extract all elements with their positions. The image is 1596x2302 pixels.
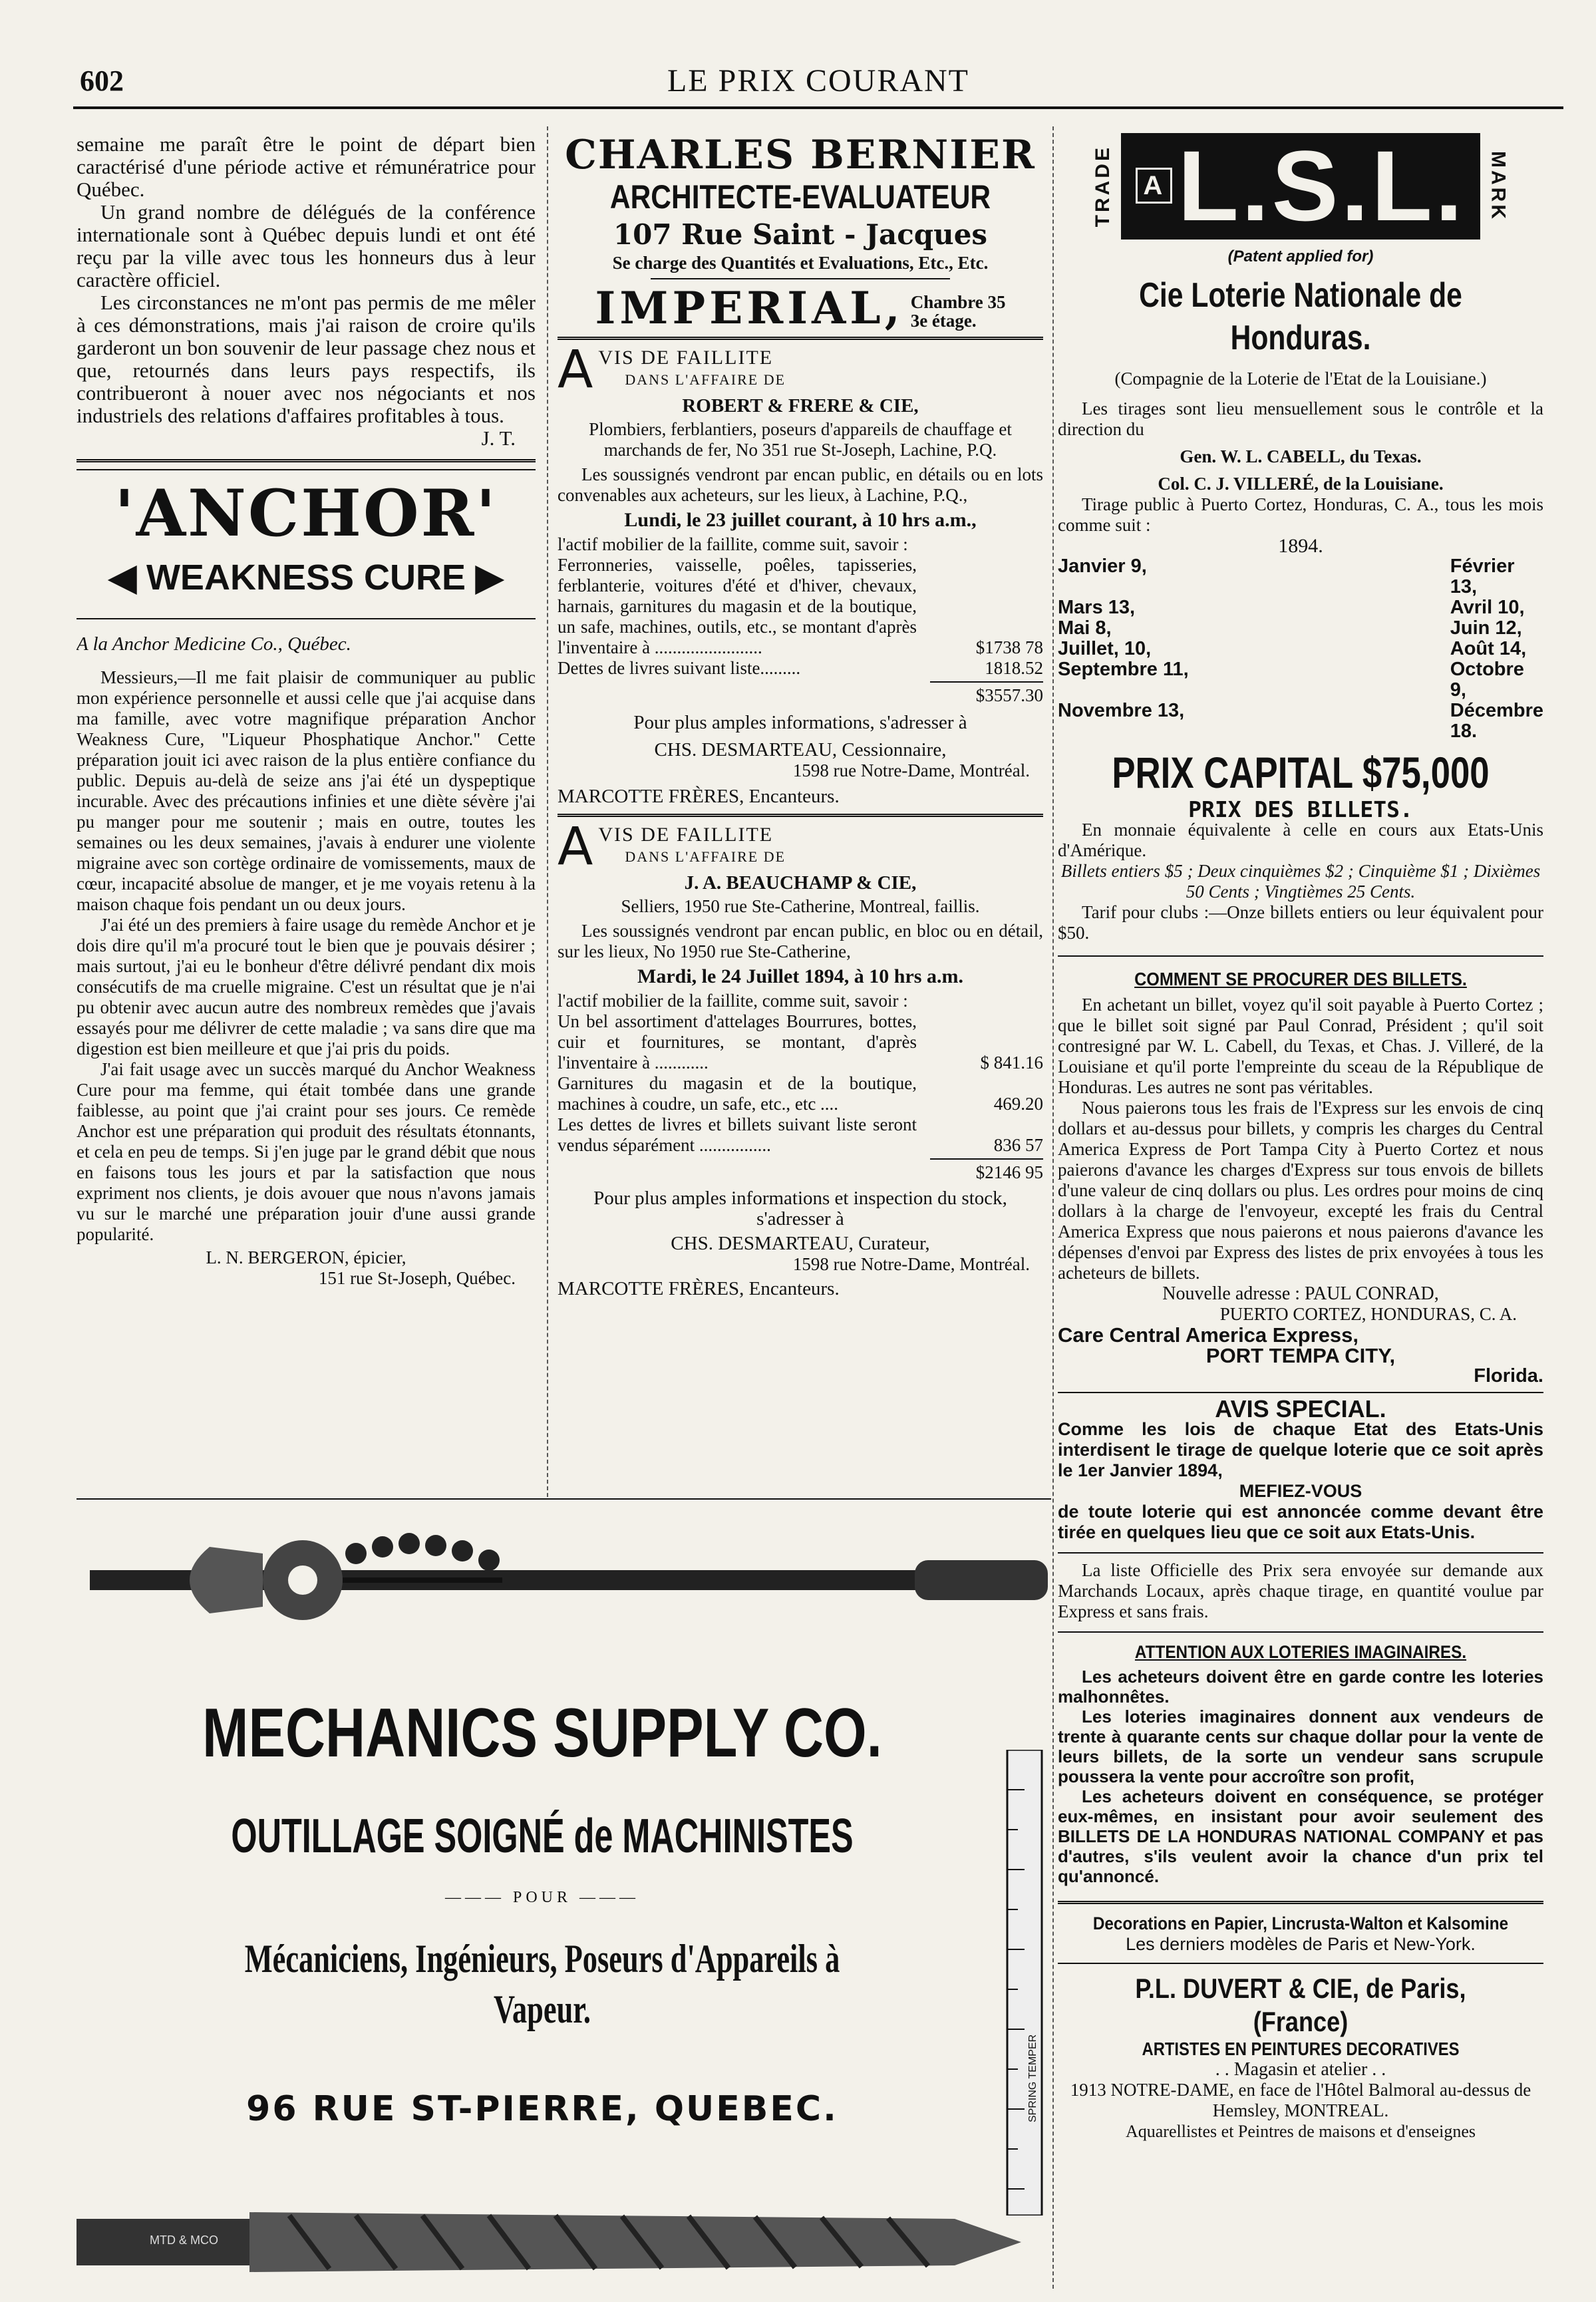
article-paragraph: Les circonstances ne m'ont pas permis de me mêler à ces démonstrations, mais j'ai raison de croire qu'ils garderont un bon souvenir de leur passage chez nous et que, retournés dans leurs pays respectifs, ils contribueront à nouer avec nos négociants et nos industriels des relations d'affaires profitables à tous.	[77, 291, 536, 427]
bernier-advertisement	[558, 133, 1043, 334]
port-city: PORT TEMPA CITY,	[1205, 1344, 1396, 1367]
faillite-1-total: $3557.30	[975, 685, 1043, 705]
anchor-title: 'ANCHOR'	[114, 476, 498, 551]
section-rule	[1058, 1901, 1543, 1904]
billets-text: En monnaie équivalente à celle en cours aux Etats-Unis d'Amérique.	[1058, 820, 1543, 860]
anchor-signature-address: 151 rue St-Joseph, Québec.	[318, 1268, 516, 1288]
bernier-room: Chambre 35	[910, 292, 1006, 312]
drill-label: MTD & MCO	[150, 2233, 218, 2247]
lottery-control: Les tirages sont lieu mensuellement sous le contrôle et la direction du	[1058, 399, 1543, 439]
logo-mark-label: MARK	[1487, 151, 1510, 222]
item-amount: 836 57	[993, 1135, 1043, 1155]
faillite-1-firm: ROBERT & FRERE & CIE,	[682, 395, 919, 416]
attention-paragraph: Les acheteurs doivent en conséquence, se protéger eux-mêmes, en insistant pour avoir seulement des BILLETS DE LA HONDURAS NATIONAL COMPANY et pas d'autres, s'ils veulent avoir la chance d'un prix tel qu'annoncé.	[1058, 1786, 1543, 1886]
faillite-1-line-item	[558, 555, 1043, 658]
faillite-2-info: Pour plus amples informations et inspection du stock, s'adresser à	[593, 1188, 1007, 1230]
new-address: Nouvelle adresse : PAUL CONRAD,	[1162, 1283, 1439, 1304]
faillite-1-heading-rest: VIS DE FAILLITE	[598, 347, 774, 369]
anchor-subtitle-row	[77, 557, 536, 598]
article-paragraph: Un grand nombre de délégués de la conférence internationale sont à Québec depuis lundi et ont été reçu par la ville avec tous les honneurs dus à leur caractère officiel.	[77, 200, 536, 291]
draw-date: Septembre 11,	[1058, 659, 1189, 680]
anchor-paragraph: J'ai été un des premiers à faire usage du remède Anchor et je dois dire qu'il m'a procuré tout le bien que je pouvais désirer ; mais surtout, j'ai eu le bonheur d'être délivré pendant dix mois consécutifs de ma cruelle migraine. C'est un résultat que je n'ai pu obtenir avec aucun autre des nombreux remèdes que j'avais essayés pour me délivrer de cette maladie ; va sans dire que ma digestion est bien meilleure et que j'ai pris du poids.	[77, 915, 536, 1059]
patent-note: (Patent applied for)	[1227, 247, 1374, 265]
publication-title: LE PRIX COURANT	[667, 63, 969, 98]
duvert-aquarellistes: Aquarellistes et Peintres de maisons et d'enseignes	[1125, 2122, 1476, 2141]
spring-temper-ruler	[1005, 1750, 1044, 2216]
anchor-rule	[77, 618, 536, 619]
faillite-1-contact: CHS. DESMARTEAU, Cessionnaire,	[654, 739, 947, 760]
item-amount: $1738 78	[975, 637, 1043, 657]
page-header	[73, 59, 1563, 105]
avis-special-text-2: de toute loterie qui est annoncée comme devant être tirée en quelques lieu que ce soit aux Etats-Unis.	[1058, 1502, 1543, 1542]
lottery-title: Cie Loterie Nationale de Honduras.	[1139, 276, 1462, 357]
faillite-2-line-item	[558, 1011, 1043, 1073]
draw-date: Décembre 18.	[1450, 700, 1543, 742]
draw-date: Juin 12,	[1450, 617, 1522, 639]
article-paragraph: semaine me paraît être le point de départ bien caractérisé d'une période active et rémunératrice pour Québec.	[77, 133, 536, 201]
faillite-1-auctioneers: MARCOTTE FRÈRES, Encanteurs.	[558, 786, 840, 807]
attention-paragraph: Les acheteurs doivent être en garde contre les loteries malhonnêtes.	[1058, 1667, 1543, 1707]
ruler-icon	[1005, 1750, 1044, 2216]
mechanics-address: 96 RUE ST-PIERRE, QUEBEC.	[246, 2089, 838, 2129]
faillite-1-heading-line2: DANS L'AFFAIRE DE	[625, 371, 786, 388]
avis-special-text: Comme les lois de chaque Etat des Etats-Unis interdisent le tirage de quelque loterie que ce soit après le 1er Janvier 1894,	[1058, 1419, 1543, 1480]
faillite-1-contact-address: 1598 rue Notre-Dame, Montréal.	[792, 760, 1030, 780]
article-signature: J. T.	[481, 426, 516, 450]
liste-officielle: La liste Officielle des Prix sera envoyée sur demande aux Marchands Locaux, après chaque tirage, en quantité voulue par Express et sans frais.	[1058, 1560, 1543, 1621]
billets-prices: Billets entiers $5 ; Deux cinquièmes $2 ; Cinquième $1 ; Dixièmes 50 Cents ; Vingtièmes 25 Cents.	[1060, 861, 1541, 902]
procurer-paragraph: En achetant un billet, voyez qu'il soit payable à Puerto Cortez ; que le billet soit signé par Paul Conrad, Président ; qu'il soit contresigné par W. L. Cabell, du Texas, et Chas. J. Villeré, de la Louisiane et qu'il porte l'empreinte du sceau de la République de Honduras. Les autres ne sont pas véritables.	[1058, 995, 1543, 1097]
column-divider-2	[1052, 126, 1054, 2289]
duvert-artistes: ARTISTES EN PEINTURES DECORATIVES	[1142, 2039, 1460, 2059]
procurer-title: COMMENT SE PROCURER DES BILLETS.	[1134, 969, 1467, 989]
item-amount: 469.20	[993, 1094, 1043, 1114]
bernier-building-row	[558, 282, 1043, 334]
faillite-1-initial: A	[558, 340, 593, 400]
lottery-col: Col. C. J. VILLERÉ, de la Louisiane.	[1158, 474, 1444, 494]
anchor-advertisement	[77, 477, 536, 1289]
faillite-1-notice: Les soussignés vendront par encan public, en détails ou en lots convenables aux acheteurs, sur les lieux, à Lachine, P.Q.,	[558, 464, 1043, 505]
faillite-1-heading	[558, 340, 1043, 400]
faillite-1-description: Plombiers, ferblantiers, poseurs d'appareils de chauffage et marchands de fer, No 351 rue St-Joseph, Lachine, P.Q.	[589, 419, 1012, 460]
bernier-profession: ARCHITECTE-EVALUATEUR	[609, 178, 991, 216]
article-continuation	[77, 133, 536, 450]
bernier-building: IMPERIAL,	[595, 282, 904, 334]
faillite-2-description: Selliers, 1950 rue Ste-Catherine, Montreal, faillis.	[621, 896, 980, 916]
bernier-street: 107 Rue Saint - Jacques	[613, 218, 988, 251]
logo-main: L.S.L.	[1178, 133, 1466, 242]
faillite-2-heading-line2: DANS L'AFFAIRE DE	[625, 848, 786, 865]
faillite-2-firm: J. A. BEAUCHAMP & CIE,	[684, 872, 917, 894]
faillite-2-intro: l'actif mobilier de la faillite, comme suit, savoir :	[558, 991, 908, 1011]
faillite-2-heading-rest: VIS DE FAILLITE	[598, 824, 774, 846]
section-rule	[1058, 1963, 1543, 1964]
item-amount: $ 841.16	[980, 1053, 1043, 1072]
duvert-address: 1913 NOTRE-DAME, en face de l'Hôtel Balmoral au-dessus de Hemsley, MONTREAL.	[1070, 2080, 1531, 2120]
item-label: Dettes de livres suivant liste.........	[558, 658, 801, 678]
lottery-gen: Gen. W. L. CABELL, du Texas.	[1180, 446, 1422, 466]
section-rule	[1058, 1631, 1543, 1633]
capital-prize: PRIX CAPITAL $75,000	[1112, 748, 1490, 797]
address-city: PUERTO CORTEZ, HONDURAS, C. A.	[1219, 1304, 1517, 1324]
column-divider-1	[547, 126, 548, 1497]
faillite-2-contact: CHS. DESMARTEAU, Curateur,	[671, 1233, 930, 1254]
bernier-services: Se charge des Quantités et Evaluations, Etc., Etc.	[612, 253, 989, 273]
mechanics-supply-advertisement	[77, 1507, 1051, 2292]
item-amount: 1818.52	[985, 658, 1043, 678]
decorations-line: Decorations en Papier, Lincrusta-Walton et Kalsomine	[1092, 1913, 1509, 1933]
column-3	[1058, 133, 1543, 2295]
bernier-name: CHARLES BERNIER	[565, 133, 1036, 178]
billets-title: PRIX DES BILLETS.	[1188, 796, 1413, 822]
faillite-2-auctioneers: MARCOTTE FRÈRES, Encanteurs.	[558, 1278, 840, 1299]
section-rule	[77, 459, 536, 462]
faillite-2-line-item	[558, 1073, 1043, 1114]
anchor-subtitle: WEAKNESS CURE	[146, 558, 466, 597]
lottery-subtitle: (Compagnie de la Loterie de l'Etat de la Louisiane.)	[1114, 369, 1487, 389]
draw-date: Octobre 9,	[1450, 659, 1524, 701]
column-1	[77, 133, 536, 1497]
section-rule	[1058, 1392, 1543, 1393]
faillite-2-contact-address: 1598 rue Notre-Dame, Montréal.	[792, 1254, 1030, 1274]
logo-small-letter: A	[1136, 168, 1172, 204]
mechanics-pour-row: ——— POUR ———	[444, 1889, 640, 1906]
item-label: Un bel assortiment d'attelages Bourrures, bottes, cuir et fournitures, se montant, d'après l'inventaire à ............	[558, 1011, 917, 1072]
faillite-1-info: Pour plus amples informations, s'adresser à	[633, 712, 967, 733]
new-address-line	[1058, 1283, 1543, 1304]
faillite-notice-1	[558, 340, 1043, 807]
decorations-models: Les derniers modèles de Paris et New-York.	[1126, 1934, 1476, 1954]
anchor-paragraph: Messieurs,—Il me fait plaisir de communiquer au public mon expérience personnelle et aussi celle que j'ai acquise dans ma famille, avec votre magnifique préparation Anchor Weakness Cure, "Liqueur Phosphatique Anchor." Cette préparation jouit ici avec raison de la plus entière confiance du public. Depuis au-delà de seize ans j'ai été un dyspeptique incurable. Avec des précautions infinies et une diète sévère j'ai pu manger pour me soutenir ; mais en outre, toutes les semaines ou les deux semaines, j'avais à endurer une violente migraine avec son cortège ordinaire de vomissements, maux de cœur, incapacité absolue de manger, et je me voyais retenu à la maison chaque fois pendant un ou deux jours.	[77, 667, 536, 914]
item-label: Les dettes de livres et billets suivant liste seront vendus séparément ................	[558, 1114, 917, 1155]
chain-wrench-icon	[90, 1507, 1048, 1653]
lottery-tirage: Tirage public à Puerto Cortez, Honduras, C. A., tous les mois comme suit :	[1058, 494, 1543, 535]
procurer-paragraph: Nous paierons tous les frais de l'Express sur les envois de cinq dollars et au-dessus pour billets, y compris les charges du Central America Express de Port Tampa City à Puerto Cortez et nous paierons d'avance les charges d'Express sur tous envois de billets d'une valeur de cinq dollars ou plus. Les ordres pour moins de cinq dollars à la charge de l'envoyeur, excepté les frais du Central America Express que nous paierons et nous paierons d'avance les dépenses d'envoi par Express des listes de prix envoyées à tous les acheteurs de billets.	[1058, 1098, 1543, 1283]
section-rule	[77, 1498, 1051, 1500]
clubs-rate: Tarif pour clubs :—Onze billets entiers ou leur équivalent pour $50.	[1058, 902, 1543, 943]
logo-trade-label: TRADE	[1092, 145, 1114, 228]
total-rule	[930, 1158, 1043, 1160]
item-label: Garnitures du magasin et de la boutique, machines à coudre, un safe, etc., etc ....	[558, 1073, 917, 1114]
arrow-left-icon: ◀	[108, 558, 146, 597]
mechanics-line1: OUTILLAGE SOIGNÉ de MACHINISTES	[231, 1810, 854, 1863]
section-rule	[1058, 955, 1543, 957]
column-2	[558, 133, 1043, 1497]
faillite-2-notice: Les soussignés vendront par encan public, en bloc ou en détail, sur les lieux, No 1950 rue Ste-Catherine,	[558, 921, 1043, 961]
avis-special-title: AVIS SPECIAL.	[1215, 1395, 1386, 1422]
draw-date: Janvier 9,	[1058, 556, 1147, 577]
item-label: Ferronneries, vaisselle, poêles, tapisseries, ferblanterie, voitures d'été et d'hiver, chevaux, harnais, garnitures du magasin et de la boutique, un safe, machines, outils, etc., se montant d'après l'inventaire à ........................	[558, 555, 917, 657]
draw-date: Avril 10,	[1450, 597, 1525, 618]
care-of: Care Central America Express,	[1058, 1323, 1359, 1347]
draw-date: Février 13,	[1450, 556, 1515, 597]
attention-title: ATTENTION AUX LOTERIES IMAGINAIRES.	[1134, 1642, 1467, 1662]
attention-paragraph: Les loteries imaginaires donnent aux vendeurs de trente à quarante cents sur chaque dollar pour la vente de leurs billets, de la sorte un vendeur sans scrupule poussera la vente pour accroître son profit,	[1058, 1707, 1543, 1786]
duvert-magasin: . . Magasin et atelier . .	[1215, 2059, 1386, 2080]
faillite-2-date: Mardi, le 24 Juillet 1894, à 10 hrs a.m.	[637, 965, 963, 987]
section-rule	[1058, 1552, 1543, 1554]
bernier-room-block	[911, 293, 1006, 330]
mechanics-text-block	[77, 1693, 1008, 2130]
ruler-label: SPRING TEMPER	[1027, 2034, 1038, 2122]
drill-bit-icon	[77, 2199, 1021, 2285]
arrow-right-icon: ▶	[466, 558, 504, 597]
section-rule	[558, 337, 1043, 340]
faillite-1-intro: l'actif mobilier de la faillite, comme suit, savoir :	[558, 534, 908, 554]
florida: Florida.	[1474, 1365, 1543, 1387]
header-rule	[73, 106, 1563, 109]
page-number: 602	[80, 65, 124, 97]
draw-date: Juillet, 10,	[1058, 638, 1152, 659]
faillite-1-date: Lundi, le 23 juillet courant, à 10 hrs a.m.,	[624, 509, 977, 531]
mechanics-line2: Mécaniciens, Ingénieurs, Poseurs d'Appareils à Vapeur.	[244, 1937, 840, 2031]
section-rule	[558, 814, 1043, 817]
short-rule	[651, 278, 950, 279]
anchor-signature: L. N. BERGERON, épicier,	[206, 1247, 406, 1267]
draw-date: Mars 13,	[1058, 597, 1136, 618]
draw-dates	[1058, 556, 1543, 742]
lottery-year: 1894.	[1278, 535, 1323, 557]
draw-date: Août 14,	[1450, 638, 1527, 659]
faillite-2-total: $2146 95	[975, 1162, 1043, 1182]
mechanics-name: MECHANICS SUPPLY CO.	[202, 1695, 882, 1772]
bernier-floor: 3e étage.	[910, 311, 977, 331]
total-rule	[930, 681, 1043, 683]
draw-date: Mai 8,	[1058, 617, 1112, 639]
duvert-name: P.L. DUVERT & CIE, de Paris, (France)	[1135, 1973, 1466, 2037]
lsl-trademark-logo	[1058, 133, 1543, 240]
faillite-1-line-item	[558, 658, 1043, 679]
draw-date: Novembre 13,	[1058, 700, 1185, 721]
faillite-notice-2	[558, 817, 1043, 1299]
faillite-2-initial: A	[558, 817, 593, 877]
section-rule	[77, 469, 536, 470]
faillite-1-heading-text	[598, 347, 786, 391]
anchor-paragraph: J'ai fait usage avec un succès marqué du Anchor Weakness Cure pour ma femme, qui était tombée dans une grande faiblesse, au point que j'ai craint pour ses jours. Ce remède Anchor est une préparation qui produit des résultats étonnants, et cela en peu de temps. Si j'en juge par le grand débit que nous en faisons tous les jours et par la satisfaction que nous expriment nos clients, je dois avouer que nous n'avons jamais vu sur le marché une préparation jouir d'une aussi grande popularité.	[77, 1059, 536, 1244]
logo-box	[1121, 133, 1480, 240]
faillite-2-heading-text	[598, 824, 786, 868]
anchor-address-line: A la Anchor Medicine Co., Québec.	[77, 633, 351, 655]
faillite-2-heading	[558, 817, 1043, 877]
mechanics-pour: POUR	[512, 1889, 572, 1906]
mefiez-vous: MEFIEZ-VOUS	[1239, 1481, 1362, 1501]
faillite-2-line-item	[558, 1114, 1043, 1156]
